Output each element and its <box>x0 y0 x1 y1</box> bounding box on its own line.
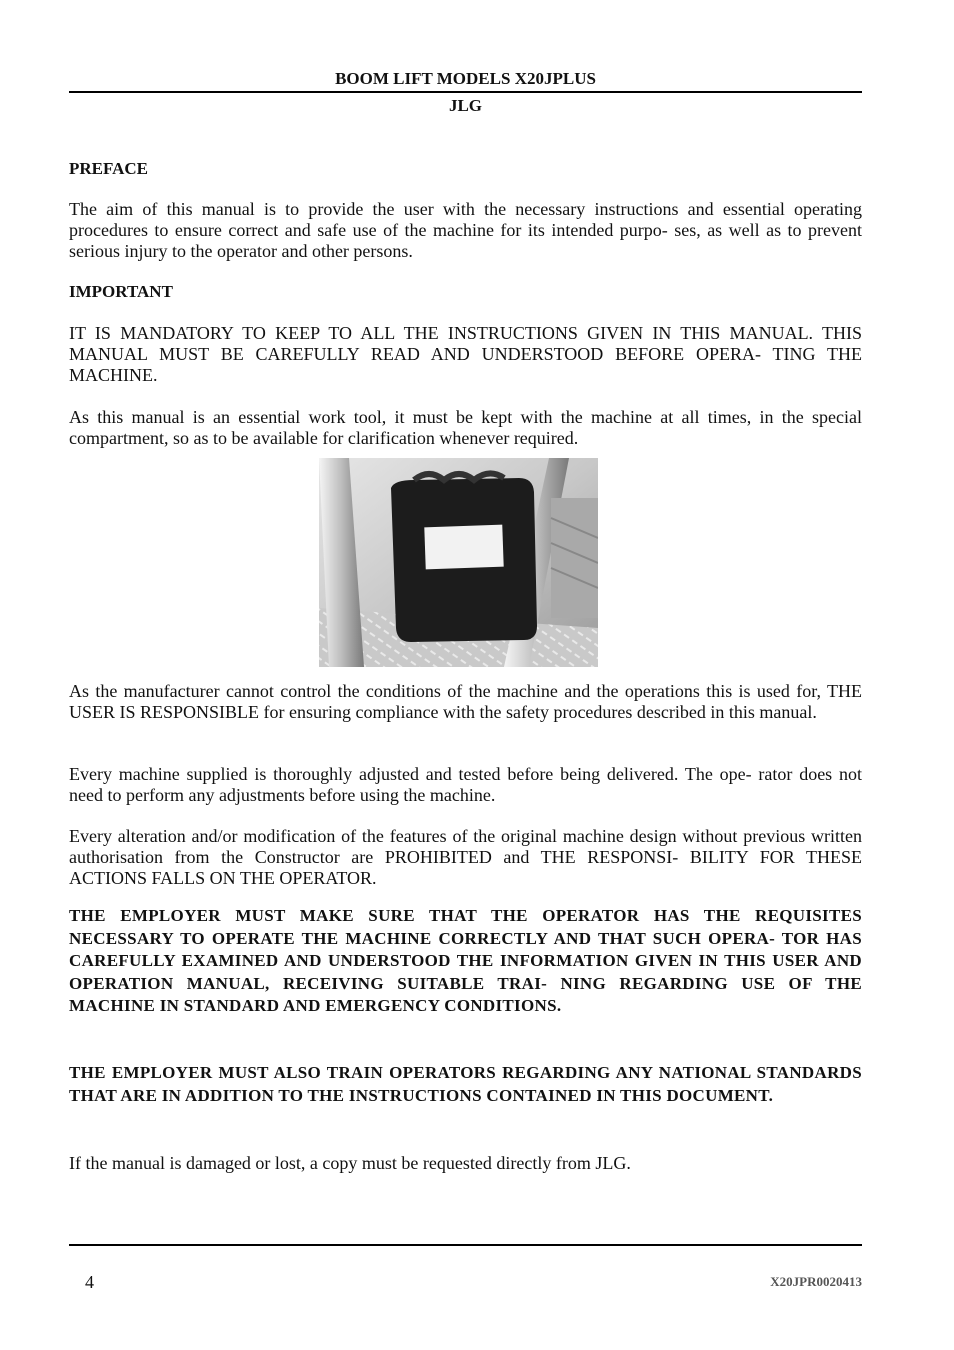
header-brand: JLG <box>448 96 483 115</box>
preface-paragraph: The aim of this manual is to provide the user with the necessary instructions and essential operating procedures to ensure correct and safe use of the machine for its intended purpo- ses, as well as to prevent serious injury to the operator and other persons. <box>69 199 862 261</box>
preface-heading: PREFACE <box>69 159 149 178</box>
footer-rule <box>69 1244 862 1246</box>
header-title: BOOM LIFT MODELS X20JPLUS <box>335 69 596 88</box>
manual-compartment-photo <box>319 458 598 667</box>
important-paragraph: IT IS MANDATORY TO KEEP TO ALL THE INSTRUCTIONS GIVEN IN THIS MANUAL. THIS MANUAL MUST BE CAREFULLY READ AND UNDERSTOOD BEFORE OPERA- TING THE MACHINE. <box>69 323 862 385</box>
employer-requisites-paragraph: THE EMPLOYER MUST MAKE SURE THAT THE OPERATOR HAS THE REQUISITES NECESSARY TO OPERATE THE MACHINE CORRECTLY AND THAT SUCH OPERA- TOR HAS CAREFULLY EXAMINED AND UNDERSTOOD THE INFORMATION GIVEN IN THIS USER AND OPERATION MANUAL, RECEIVING SUITABLE TRAI- NING REGARDING USE OF THE MACHINE IN STANDARD AND EMERGENCY CONDITIONS. <box>69 906 862 1015</box>
alteration-paragraph: Every alteration and/or modification of the features of the original machine design without previous written authorisation from the Constructor are PROHIBITED and THE RESPONSI- BILITY FOR THESE ACTIONS FALLS ON THE OPERATOR. <box>69 826 862 888</box>
adjusted-paragraph: Every machine supplied is thoroughly adjusted and tested before being delivered. The ope- rator does not need to perform any adjustments before using the machine. <box>69 764 862 805</box>
employer-training-paragraph: THE EMPLOYER MUST ALSO TRAIN OPERATORS REGARDING ANY NATIONAL STANDARDS THAT ARE IN ADDITION TO THE INSTRUCTIONS CONTAINED IN THIS DOCUMENT. <box>69 1063 862 1105</box>
page-number: 4 <box>85 1272 94 1292</box>
document-code: X20JPR0020413 <box>770 1274 862 1289</box>
essential-tool-paragraph: As this manual is an essential work tool, it must be kept with the machine at all times, in the special compartment, so as to be available for clarification whenever required. <box>69 407 862 448</box>
copy-request-paragraph: If the manual is damaged or lost, a copy must be requested directly from JLG. <box>69 1153 631 1173</box>
header-rule <box>69 91 862 93</box>
important-heading: IMPORTANT <box>69 282 173 301</box>
manufacturer-paragraph: As the manufacturer cannot control the conditions of the machine and the operations this is used for, THE USER IS RESPONSIBLE for ensuring compliance with the safety procedures described in this manual. <box>69 681 862 722</box>
